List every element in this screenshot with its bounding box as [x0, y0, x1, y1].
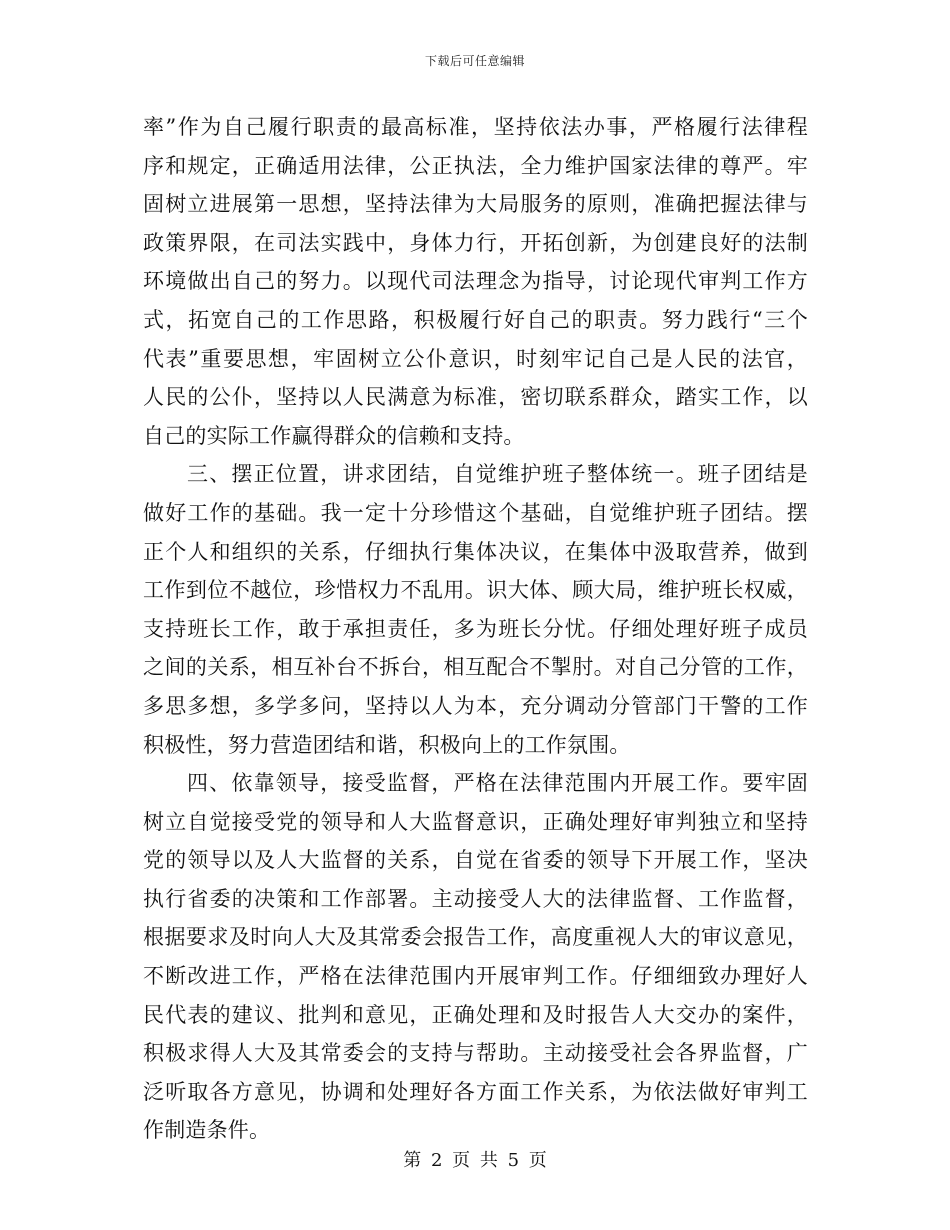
text-line: 积极求得人大及其常委会的支持与帮助。主动接受社会各界监督，广	[143, 1041, 808, 1066]
paragraph	[143, 455, 808, 764]
text-line: 不断改进工作，严格在法律范围内开展审判工作。仔细细致办理好人	[143, 964, 808, 989]
text-line: 多思多想，多学多问，坚持以人为本，充分调动分管部门干警的工作	[143, 693, 808, 718]
text-line: 泛听取各方意见，协调和处理好各方面工作关系，为依法做好审判工	[143, 1079, 808, 1104]
document-body	[143, 108, 808, 1150]
text-line: 人民的公仆，坚持以人民满意为标准，密切联系群众，踏实工作，以	[143, 385, 808, 410]
text-line: 做好工作的基础。我一定十分珍惜这个基础，自觉维护班子团结。摆	[143, 500, 808, 525]
text-line: 之间的关系，相互补台不拆台，相互配合不掣肘。对自己分管的工作，	[143, 655, 808, 680]
text-line: 自己的实际工作赢得群众的信赖和支持。	[143, 423, 525, 448]
page-header: 下载后可任意编辑	[424, 54, 525, 68]
text-line: 作制造条件。	[143, 1118, 271, 1143]
text-line: 四、依靠领导，接受监督，严格在法律范围内开展工作。要牢固	[187, 771, 808, 796]
text-line: 根据要求及时向人大及其常委会报告工作，高度重视人大的审议意见，	[143, 925, 808, 950]
text-line: 积极性，努力营造团结和谐，积极向上的工作氛围。	[143, 732, 631, 757]
text-line: 民代表的建议、批判和意见，正确处理和及时报告人大交办的案件，	[143, 1002, 808, 1027]
text-line: 固树立进展第一思想，坚持法律为大局服务的原则，准确把握法律与	[143, 192, 808, 217]
text-line: 执行省委的决策和工作部署。主动接受人大的法律监督、工作监督，	[143, 886, 808, 911]
text-line: 三、摆正位置，讲求团结，自觉维护班子整体统一。班子团结是	[187, 462, 808, 487]
text-line: 正个人和组织的关系，仔细执行集体决议，在集体中汲取营养，做到	[143, 539, 808, 564]
text-line: 代表”重要思想，牢固树立公仆意识，时刻牢记自己是人民的法官，	[143, 346, 808, 371]
text-line: 式，拓宽自己的工作思路，积极履行好自己的职责。努力践行“三个	[143, 307, 808, 332]
text-line: 支持班长工作，敢于承担责任，多为班长分忧。仔细处理好班子成员	[143, 616, 808, 641]
paragraph	[143, 108, 808, 455]
page-number: 第 2 页 共 5 页	[403, 1150, 547, 1171]
text-line: 工作到位不越位，珍惜权力不乱用。识大体、顾大局，维护班长权威，	[143, 578, 808, 603]
text-line: 树立自觉接受党的领导和人大监督意识，正确处理好审判独立和坚持	[143, 809, 808, 834]
text-line: 率”作为自己履行职责的最高标准，坚持依法办事，严格履行法律程	[143, 115, 808, 139]
text-line: 序和规定，正确适用法律，公正执法，全力维护国家法律的尊严。牢	[143, 153, 808, 178]
paragraph	[143, 764, 808, 1150]
text-line: 党的领导以及人大监督的关系，自觉在省委的领导下开展工作，坚决	[143, 848, 808, 873]
text-line: 政策界限，在司法实践中，身体力行，开拓创新，为创建良好的法制	[143, 230, 808, 255]
text-line: 环境做出自己的努力。以现代司法理念为指导，讨论现代审判工作方	[143, 269, 808, 294]
